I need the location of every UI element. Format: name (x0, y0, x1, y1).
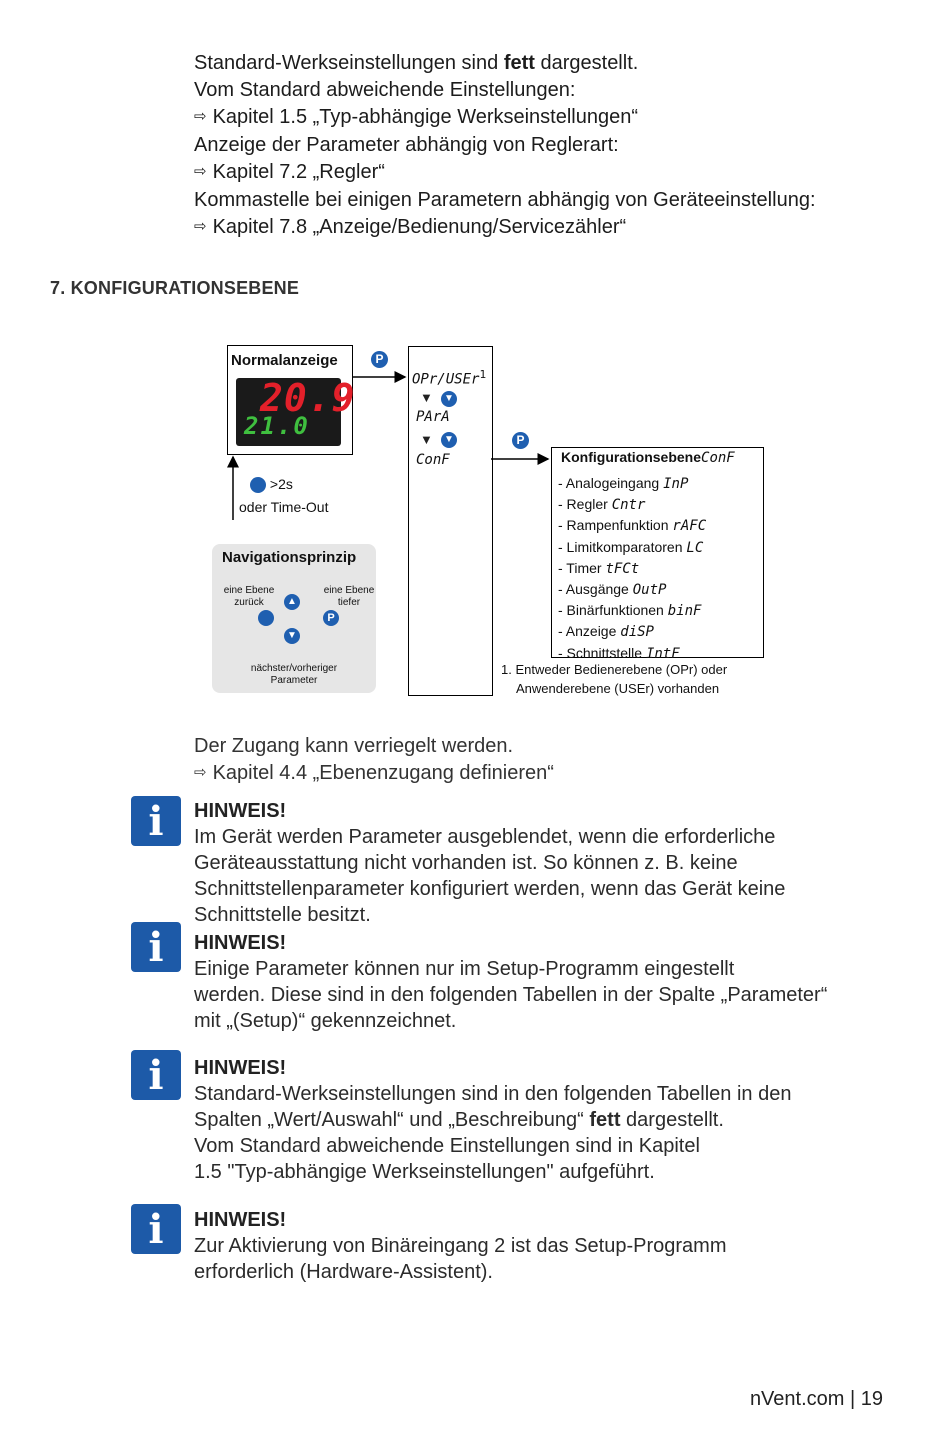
level-conf: ConF (416, 452, 450, 468)
conf-item: - Ausgänge OutP (558, 581, 667, 599)
p-key-icon: P (512, 432, 529, 449)
diagram-footnote: 1. Entweder Bedienerebene (OPr) oder Anwenderebene (USEr) vorhanden (501, 662, 728, 696)
info-icon: i (131, 1204, 181, 1254)
timeout-label: oder Time-Out (239, 499, 329, 515)
note-1: HINWEIS! Im Gerät werden Parameter ausgeblendet, wenn die erforderliche Geräteausstattung nicht vorhanden ist. So können z. B. keine Schnittstellenparameter konfiguriert werden, wenn das Gerät keine Schnittstelle besitzt. (194, 800, 786, 926)
nav-deeper-label: eine Ebene tiefer (323, 585, 375, 608)
level-opr-user: OPr/USEr$^1$ (412, 368, 487, 388)
info-icon: i (131, 922, 181, 972)
info-icon: i (131, 1050, 181, 1100)
note-4: HINWEIS! Zur Aktivierung von Binäreingang 2 ist das Setup-Programm erforderlich (Hardware-Assistent). (194, 1209, 727, 1283)
lcd-main-value: 20.9 (260, 376, 356, 420)
down-key-icon: ▼ (441, 432, 457, 448)
intro-text: Standard-Werkseinstellungen sind fett dargestellt. Vom Standard abweichende Einstellungen: ⇨ Kapitel 1.5 „Typ-abhängige Werkseinstellungen“ Anzeige der Parameter abhängig von Reglerart: ⇨ Kapitel 7.2 „Regler“ Kommastelle bei einigen Parametern abhängig von Geräteeinstellung: ⇨ Kapitel 7.8 „Anzeige/Bedienung/Servicezähler“ (194, 52, 816, 238)
display-title: Normalanzeige (231, 352, 338, 369)
section-title: 7. KONFIGURATIONSEBENE (50, 278, 300, 298)
access-text: Der Zugang kann verriegelt werden. ⇨ Kapitel 4.4 „Ebenenzugang definieren“ (194, 735, 554, 784)
conf-title: KonfigurationsebeneConF (561, 449, 735, 466)
conf-item: - Binärfunktionen binF (558, 602, 702, 620)
page-footer: nVent.com | 19 (749, 1388, 883, 1410)
down-key-icon: ▼ (284, 628, 300, 644)
lcd-sub-value: 21.0 (244, 412, 310, 440)
arrow-right-icon: ⇨ (194, 763, 207, 781)
arrow-right-icon: ⇨ (194, 107, 207, 125)
arrow-down-icon: ▼ (420, 432, 433, 447)
nav-back-label: eine Ebene zurück (223, 585, 275, 608)
conf-item: - Schnittstelle IntF (558, 644, 680, 662)
arrow-down-icon: ▼ (420, 390, 433, 405)
exit-key-icon (250, 477, 266, 493)
level-para: PArA (416, 409, 450, 425)
arrow-right-icon: ⇨ (194, 217, 207, 235)
conf-item: - Regler Cntr (558, 496, 646, 514)
conf-item: - Limitkomparatoren LC (558, 538, 704, 556)
conf-item-list (558, 473, 706, 664)
down-key-icon: ▼ (441, 391, 457, 407)
up-key-icon: ▲ (284, 594, 300, 610)
exit-hint: >2s (250, 476, 293, 493)
nav-title: Navigationsprinzip (222, 549, 357, 566)
note-2: HINWEIS! Einige Parameter können nur im Setup-Programm eingestellt werden. Diese sind in den folgenden Tabellen in der Spalte „Parameter“ mit „(Setup)“ gekennzeichnet. (194, 932, 828, 1032)
p-key-icon: P (371, 351, 388, 368)
note-3: HINWEIS! Standard-Werkseinstellungen sind in den folgenden Tabellen in den Spalten „Wert/Auswahl“ und „Beschreibung“ fett dargestellt. Vom Standard abweichende Einstellungen sind in Kapitel 1.5 "Typ-abhängige Werkseinstellungen" aufgeführt. (194, 1057, 792, 1183)
nav-param-label: nächster/vorheriger Parameter (250, 663, 338, 686)
conf-item: - Analogeingang InP (558, 475, 689, 492)
p-key-icon: P (323, 610, 339, 626)
arrow-right-icon: ⇨ (194, 162, 207, 180)
exit-key-icon (258, 610, 274, 626)
info-icon: i (131, 796, 181, 846)
conf-item: - Rampenfunktion rAFC (558, 517, 707, 535)
conf-item: - Timer tFCt (558, 559, 640, 577)
conf-item: - Anzeige diSP (558, 623, 654, 641)
